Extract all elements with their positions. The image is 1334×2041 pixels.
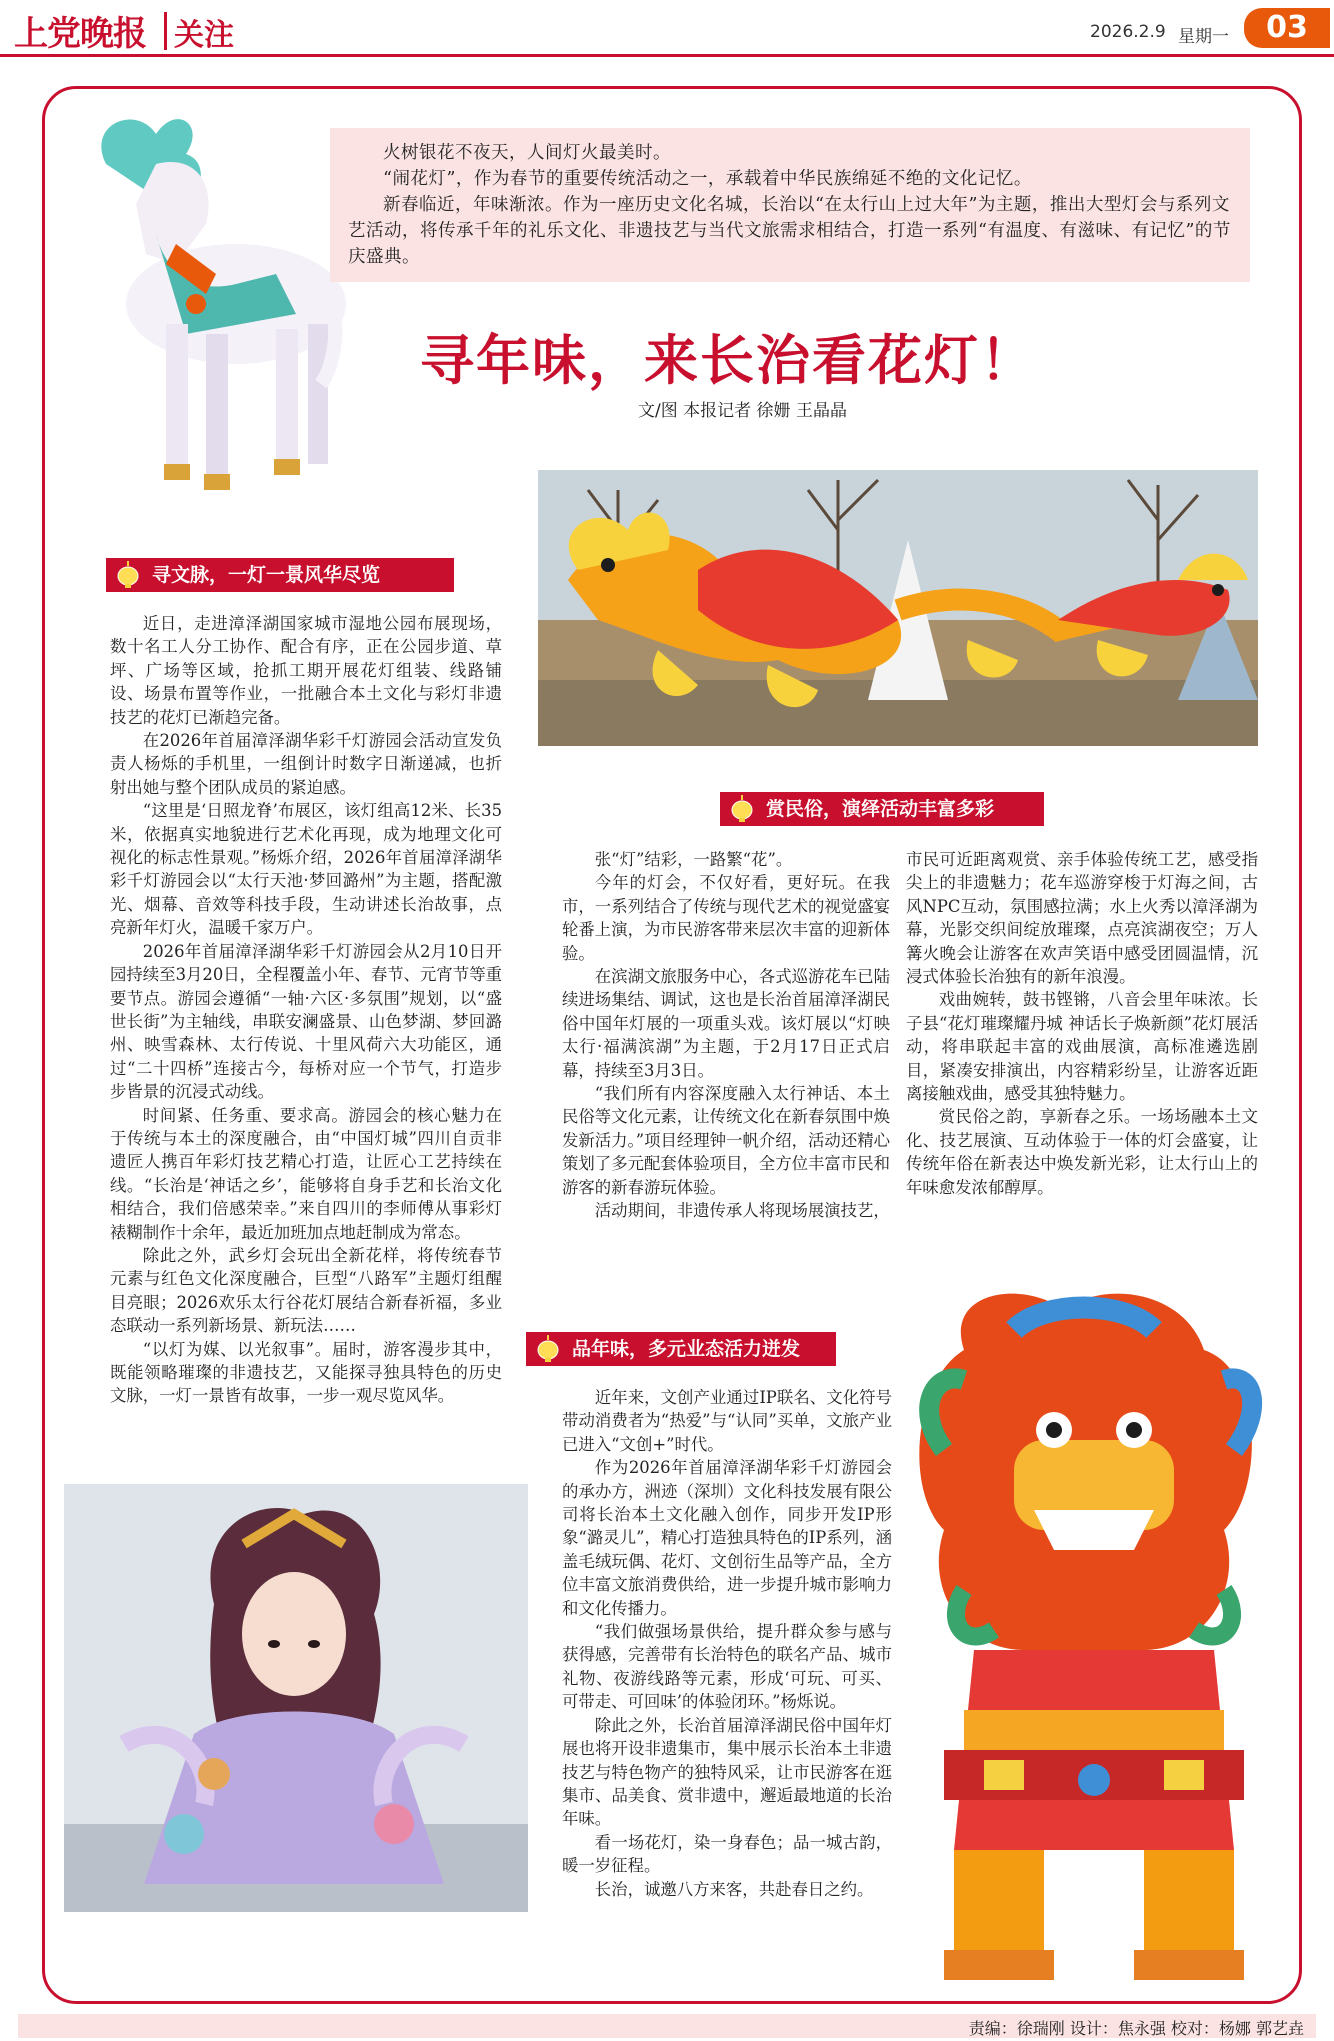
dragon-lantern-photo	[538, 470, 1258, 746]
paragraph: 近日，走进漳泽湖国家城市湿地公园布展现场，数十名工人分工协作、配合有序，正在公园步道、草坪、广场等区域，抢抓工期开展花灯组装、线路铺设、场景布置等作业，一批融合本土文化与彩灯非遗技艺的花灯已渐趋完备。	[110, 614, 502, 727]
paragraph: 除此之外，长治首届漳泽湖民俗中国年灯展也将开设非遗集市，集中展示长治本土非遗技艺与特色物产的独特风采，让市民游客在逛集市、品美食、赏非遗中，邂逅最地道的长治年味。	[562, 1715, 892, 1829]
subhead-text: 赏民俗，演绎活动丰富多彩	[766, 798, 995, 820]
paragraph: 戏曲婉转，鼓书铿锵，八音会里年味浓。长子县“花灯璀璨耀丹城 神话长子焕新颜”花灯展活动，将串联起丰富的戏曲展演，高标准遴选剧目，紧凑安排演出，内容精彩纷呈，让游客近距离接触戏曲，感受其独特魅力。	[906, 990, 1258, 1104]
issue-date: 2026.2.9	[1090, 22, 1166, 42]
subhead-text: 品年味，多元业态活力迸发	[572, 1338, 801, 1360]
paragraph: 今年的灯会，不仅好看，更好玩。在我市，一系列结合了传统与现代艺术的视觉盛宴轮番上演，为市民游客带来层次丰富的迎新体验。	[562, 873, 890, 963]
lion-lantern-photo	[904, 1290, 1282, 1990]
article-column-1	[110, 612, 502, 1408]
paragraph: 作为2026年首届漳泽湖华彩千灯游园会的承办方，洲迹（深圳）文化科技发展有限公司将长治本土文化融入创作，同步开发IP形象“潞灵儿”，精心打造独具特色的IP系列，涵盖毛绒玩偶、花灯、文创衍生品等产品，全方位丰富文旅消费供给，进一步提升城市影响力和文化传播力。	[562, 1458, 892, 1618]
paragraph: “我们所有内容深度融入太行神话、本土民俗等文化元素，让传统文化在新春氛围中焕发新活力。”项目经理钟一帆介绍，活动还精心策划了多元配套体验项目，全方位丰富市民和游客的新春游玩体验。	[562, 1084, 890, 1197]
paragraph: “我们做强场景供给，提升群众参与感与获得感，完善带有长治特色的联名产品、城市礼物、夜游线路等元素，形成‘可玩、可买、可带走、可回味’的体验闭环。”杨烁说。	[562, 1622, 892, 1712]
subhead-section-2	[720, 792, 1044, 826]
paragraph: 长治，诚邀八方来客，共赴春日之约。	[594, 1879, 874, 1899]
newspaper-logo: 上党晚报	[14, 14, 146, 54]
article-column-3	[906, 848, 1258, 1199]
paragraph: 市民可近距离观赏、亲手体验传统工艺，感受指尖上的非遗魅力；花车巡游穿梭于灯海之间，古风NPC互动，氛围感拉满；水上火秀以漳泽湖为幕，光影交织间绽放璀璨，点亮滨湖夜空；万人篝火晚会让游客在欢声笑语中感受团圆温情，沉浸式体验长治独有的新年浪漫。	[906, 850, 1258, 987]
paragraph: 除此之外，武乡灯会玩出全新花样，将传统春节元素与红色文化深度融合，巨型“八路军”主题灯组醒目亮眼；2026欢乐太行谷花灯展结合新春祈福，多业态联动一系列新场景、新玩法……	[110, 1245, 502, 1336]
paragraph: 近年来，文创产业通过IP联名、文化符号带动消费者为“热爱”与“认同”买单，文旅产业已进入“文创+”时代。	[562, 1388, 892, 1454]
headline: 寻年味，来长治看花灯！	[420, 329, 1036, 392]
intro-block	[330, 128, 1250, 282]
paragraph: 赏民俗之韵，享新春之乐。一场场融本土文化、技艺展演、互动体验于一体的灯会盛宴，让传统年俗在新表达中焕发新光彩，让太行山上的年味愈发浓郁醇厚。	[906, 1107, 1258, 1197]
editor-credits: 责编：徐瑞刚 设计：焦永强 校对：杨娜 郭艺垚	[968, 2019, 1304, 2038]
intro-paragraph: 火树银花不夜天，人间灯火最美时。	[383, 143, 671, 163]
paragraph: “这里是‘日照龙脊’布展区，该灯组高12米、长35米，依据真实地貌进行艺术化再现，成为地理文化可视化的标志性景观。”杨烁介绍，2026年首届漳泽湖华彩千灯游园会以“太行天池·梦回潞州”为主题，搭配激光、烟幕、音效等科技手段，生动讲述长治故事，点亮新年灯火，温暖千家万户。	[110, 801, 502, 938]
paragraph: 时间紧、任务重、要求高。游园会的核心魅力在于传统与本土的深度融合，由“中国灯城”四川自贡非遗匠人携百年彩灯技艺精心打造，让匠心工艺持续在线。“长治是‘神话之乡’，能够将自身手艺和长治文化相结合，我们倍感荣幸。”来自四川的李师傅从事彩灯裱糊制作十余年，最近加班加点地赶制成为常态。	[110, 1105, 502, 1242]
lantern-icon	[114, 561, 142, 589]
subhead-section-1	[106, 558, 454, 592]
horse-lantern-photo	[46, 104, 346, 504]
byline: 文/图 本报记者 徐姗 王晶晶	[638, 401, 847, 421]
paragraph: “以灯为媒、以光叙事”。届时，游客漫步其中，既能领略璀璨的非遗技艺，又能探寻独具特色的历史文脉，一灯一景皆有故事，一步一观尽览风华。	[110, 1339, 502, 1406]
lantern-icon	[728, 795, 756, 823]
intro-paragraph: 新春临近，年味渐浓。作为一座历史文化名城，长治以“在太行山上过大年”为主题，推出大型灯会与系列文艺活动，将传承千年的礼乐文化、非遗技艺与当代文旅需求相结合，打造一系列“有温度、有滋味、有记忆”的节庆盛典。	[348, 195, 1231, 267]
paragraph: 在2026年首届漳泽湖华彩千灯游园会活动宣发负责人杨烁的手机里，一组倒计时数字日渐递减，也折射出她与整个团队成员的紧迫感。	[110, 731, 502, 797]
article-column-4	[562, 1386, 892, 1901]
intro-paragraph: “闹花灯”，作为春节的重要传统活动之一，承载着中华民族绵延不绝的文化记忆。	[383, 169, 1032, 189]
goddess-lantern-photo	[64, 1484, 528, 1912]
section-name: 关注	[174, 18, 234, 53]
masthead-rule	[0, 54, 1334, 57]
subhead-text: 寻文脉，一灯一景风华尽览	[152, 564, 381, 586]
subhead-section-3	[526, 1332, 836, 1366]
paragraph: 2026年首届漳泽湖华彩千灯游园会从2月10日开园持续至3月20日，全程覆盖小年、春节、元宵节等重要节点。游园会遵循“一轴·六区·多氛围”规划，以“盛世长街”为主轴线，串联安澜盛景、山色梦湖、梦回潞州、映雪森林、太行传说、十里风荷六大功能区，通过“二十四桥”连接古今，每桥对应一个节气，打造步步皆景的沉浸式动线。	[110, 941, 502, 1102]
masthead-divider	[164, 12, 167, 50]
issue-weekday: 星期一	[1178, 27, 1229, 47]
page-number: 03	[1244, 8, 1330, 48]
lantern-icon	[534, 1335, 562, 1363]
paragraph: 张“灯”结彩，一路繁“花”。	[594, 850, 793, 869]
paragraph: 在滨湖文旅服务中心，各式巡游花车已陆续进场集结、调试，这也是长治首届漳泽湖民俗中国年灯展的一项重头戏。该灯展以“灯映太行·福满滨湖”为主题，于2月17日正式启幕，持续至3月3日。	[562, 967, 890, 1080]
paragraph: 看一场花灯，染一身春色；品一城古韵，暖一岁征程。	[562, 1832, 892, 1876]
article-column-2	[562, 848, 890, 1223]
paragraph: 活动期间，非遗传承人将现场展演技艺，	[594, 1201, 890, 1221]
